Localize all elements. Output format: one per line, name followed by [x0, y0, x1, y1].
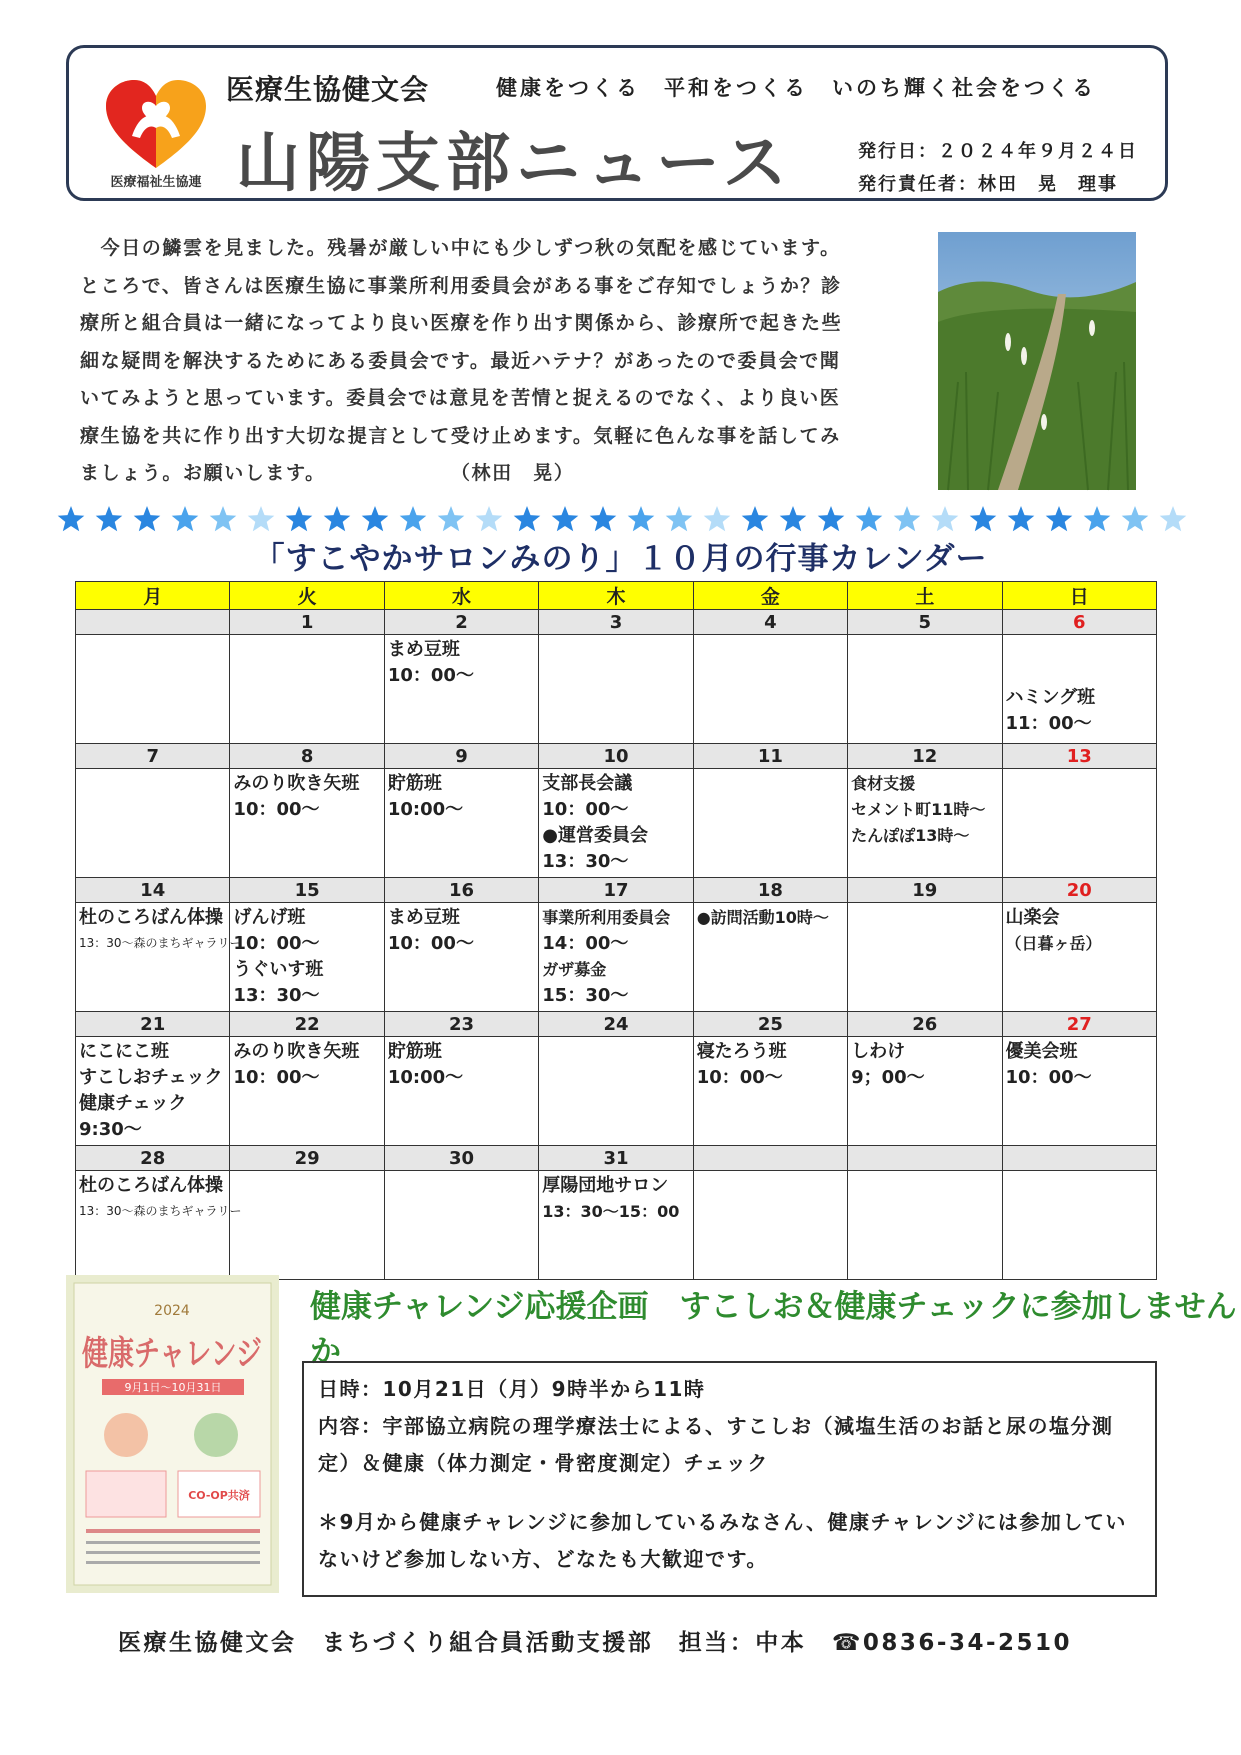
day-cell — [1002, 769, 1156, 878]
star-icon — [970, 506, 997, 531]
star-icon — [590, 506, 617, 531]
star-icon — [96, 506, 123, 531]
day-cell — [693, 1171, 847, 1280]
calendar-event: みのり吹き矢班 — [233, 773, 360, 794]
calendar-event: まめ豆班 — [387, 907, 460, 928]
sunday-date-number: 6 — [1002, 610, 1156, 635]
date-number: 25 — [693, 1012, 847, 1037]
date-number: 8 — [230, 744, 384, 769]
star-icon — [1046, 506, 1073, 531]
day-cell — [848, 635, 1002, 744]
day-cell — [76, 1171, 242, 1280]
calendar-event: 貯筋班 — [387, 773, 442, 794]
date-number: 4 — [693, 610, 847, 635]
sunday-date-number: 27 — [1002, 1012, 1156, 1037]
day-cell — [230, 903, 384, 1012]
star-icon — [514, 506, 541, 531]
calendar-event: うぐいす班 — [233, 959, 324, 980]
day-cell — [384, 635, 538, 744]
star-border — [52, 504, 1192, 536]
calendar-event: しわけ — [851, 1041, 906, 1062]
org-name: 医療生協健文会 — [226, 73, 430, 106]
star-icon — [780, 506, 807, 531]
intro-line: ましょう。お願いします。 （林田 晃） — [80, 462, 575, 484]
calendar-event: 厚陽団地サロン — [542, 1175, 669, 1196]
day-cell — [848, 1037, 1002, 1146]
date-number: 18 — [693, 878, 847, 903]
date-number — [693, 1146, 847, 1171]
date-number: 12 — [848, 744, 1002, 769]
sunday-date-number: 20 — [1002, 878, 1156, 903]
weekday-header-row — [76, 582, 1157, 610]
star-icon — [134, 506, 161, 531]
calendar-event: 14：00～ — [542, 933, 629, 954]
calendar-event: みのり吹き矢班 — [233, 1041, 360, 1062]
date-number-row — [76, 1012, 1157, 1037]
date-number: 29 — [230, 1146, 384, 1171]
weekday-header: 火 — [230, 582, 384, 610]
star-icon — [172, 506, 199, 531]
day-cell — [230, 635, 384, 744]
day-cell — [539, 769, 693, 878]
day-cell — [76, 635, 230, 744]
day-cell — [539, 903, 693, 1012]
calendar-event: 10：00～ — [1005, 1067, 1092, 1088]
day-cell — [1002, 903, 1156, 1012]
calendar-event: たんぽぽ13時～ — [851, 826, 970, 845]
event-calendar — [75, 581, 1157, 1280]
calendar-event: 10：00～ — [233, 1067, 320, 1088]
event-content: 内容：宇部協立病院の理学療法士による、すこしお（減塩生活のお話と尿の塩分測定）＆健康（体力測定・骨密度測定）チェック — [318, 1414, 1114, 1475]
calendar-event: 10：00～ — [542, 799, 629, 820]
intro-line: 療生協を共に作り出す大切な提言として受け止めます。気軽に色んな事を話してみ — [80, 424, 841, 447]
issue-date: 発行日：２０２４年９月２４日 — [858, 141, 1138, 162]
event-info-box — [302, 1361, 1157, 1597]
star-icon — [1008, 506, 1035, 531]
weekday-header: 木 — [539, 582, 693, 610]
event-note: ＊9月から健康チャレンジに参加しているみなさん、健康チャレンジには参加していないけど参加しない方、どなたも大歓迎です。 — [318, 1510, 1127, 1571]
intro-line: いてみようと思っています。委員会では意見を苦情と捉えるのでなく、より良い医 — [80, 387, 841, 409]
day-cell — [230, 1037, 384, 1146]
intro-line: ところで、皆さんは医療生協に事業所利用委員会がある事をご存知でしょうか？診 — [80, 274, 842, 297]
date-number: 30 — [384, 1146, 538, 1171]
intro-line: 今日の鱗雲を見ました。残暑が厳しい中にも少しずつ秋の気配を感じています。 — [80, 237, 841, 259]
calendar-event: 健康チェック — [79, 1093, 187, 1114]
date-number-row — [76, 744, 1157, 769]
poster-period: 9月1日～10月31日 — [124, 1381, 222, 1394]
date-number: 17 — [539, 878, 693, 903]
weekday-header: 金 — [693, 582, 847, 610]
day-cell — [76, 769, 230, 878]
star-icon — [932, 506, 959, 531]
calendar-event: 10：00～ — [233, 799, 320, 820]
date-number: 2 — [384, 610, 538, 635]
star-icon — [210, 506, 237, 531]
date-number: 26 — [848, 1012, 1002, 1037]
star-icon — [286, 506, 313, 531]
day-cell — [1002, 635, 1156, 744]
date-number: 23 — [384, 1012, 538, 1037]
calendar-event: 10：00～ — [387, 665, 474, 686]
calendar-event: 山楽会 — [1005, 907, 1060, 928]
day-cell — [693, 635, 847, 744]
star-icon — [818, 506, 845, 531]
calendar-event: 10：00～ — [696, 1067, 783, 1088]
date-number — [76, 610, 230, 635]
weekday-header: 水 — [384, 582, 538, 610]
date-number: 19 — [848, 878, 1002, 903]
mountain-path-photo — [938, 232, 1136, 490]
star-icon — [400, 506, 427, 531]
day-cell — [848, 769, 1002, 878]
date-number: 9 — [384, 744, 538, 769]
day-cell — [848, 1171, 1002, 1280]
star-icon — [324, 506, 351, 531]
logo-text: 医療福祉生協連 — [110, 175, 202, 190]
star-icon — [248, 506, 275, 531]
calendar-event: （日暮ヶ岳） — [1005, 934, 1102, 953]
calendar-event: ハミング班 — [1005, 687, 1096, 708]
sunday-date-number — [1002, 1146, 1156, 1171]
footer-contact: 医療生協健文会 まちづくり組合員活動支援部 担当：中本 ☎0836-34-2510 — [118, 1630, 1073, 1656]
date-number: 24 — [539, 1012, 693, 1037]
poster-badge: CO-OP共済 — [188, 1489, 250, 1502]
star-icon — [438, 506, 465, 531]
calendar-event: セメント町11時～ — [851, 800, 986, 819]
date-number: 3 — [539, 610, 693, 635]
calendar-event: 10:00～ — [387, 799, 464, 820]
star-icon — [1160, 506, 1187, 531]
calendar-event: まめ豆班 — [387, 639, 460, 660]
calendar-event: 13：30～森のまちギャラリー — [79, 1204, 242, 1218]
date-number: 16 — [384, 878, 538, 903]
date-number: 31 — [539, 1146, 693, 1171]
day-cell — [539, 1171, 693, 1280]
date-number — [848, 1146, 1002, 1171]
calendar-event: 13：30～ — [233, 985, 320, 1006]
day-cell — [76, 903, 242, 1012]
date-number: 11 — [693, 744, 847, 769]
star-icon — [666, 506, 693, 531]
day-cell — [230, 1171, 384, 1280]
day-cell — [848, 903, 1002, 1012]
day-cell — [384, 1037, 538, 1146]
calendar-event: 食材支援 — [851, 774, 916, 793]
calendar-event: 13：30～ — [542, 851, 629, 872]
newsletter-title: 山陽支部ニュース — [236, 127, 793, 201]
health-challenge-poster — [66, 1275, 279, 1593]
date-number-row — [76, 878, 1157, 903]
calendar-event: 10：00～ — [387, 933, 474, 954]
date-number-row — [76, 610, 1157, 635]
calendar-event: 9:30～ — [79, 1119, 142, 1140]
day-cell — [1002, 1037, 1156, 1146]
star-icon — [58, 506, 85, 531]
slogan: 健康をつくる 平和をつくる いのち輝く社会をつくる — [496, 76, 1096, 100]
calendar-event: ●運営委員会 — [542, 825, 648, 846]
calendar-event: ●訪問活動10時～ — [696, 908, 829, 927]
weekday-header: 土 — [848, 582, 1002, 610]
calendar-title: 「すこやかサロンみのり」１０月の行事カレンダー — [253, 541, 988, 577]
calendar-event: 15：30～ — [542, 985, 629, 1006]
calendar-event: ガザ募金 — [542, 960, 607, 979]
event-row — [76, 1037, 1157, 1146]
event-row — [76, 769, 1157, 878]
day-cell — [693, 1037, 847, 1146]
day-cell — [384, 1171, 538, 1280]
calendar-event: 杜のころばん体操 — [79, 907, 223, 928]
event-row — [76, 903, 1157, 1012]
intro-line: 細な疑問を解決するためにある委員会です。最近ハテナ？があったので委員会で聞 — [80, 349, 841, 372]
issue-person: 発行責任者：林田 晃 理事 — [858, 174, 1118, 195]
calendar-event: 支部長会議 — [542, 773, 633, 794]
poster-year: 2024 — [154, 1303, 190, 1319]
calendar-event: 9；00～ — [851, 1067, 925, 1088]
star-icon — [742, 506, 769, 531]
event-row — [76, 635, 1157, 744]
intro-paragraph — [80, 230, 892, 493]
poster-title: 健康チャレンジ — [82, 1334, 262, 1374]
event-datetime: 日時：10月21日（月）9時半から11時 — [318, 1377, 706, 1401]
day-cell — [76, 1037, 230, 1146]
date-number: 21 — [76, 1012, 230, 1037]
calendar-event: 事業所利用委員会 — [542, 908, 671, 927]
date-number-row — [76, 1146, 1157, 1171]
star-icon — [476, 506, 503, 531]
intro-line: 療所と組合員は一緒になってより良い医療を作り出す関係から、診療所で起きた些 — [80, 312, 843, 334]
day-cell — [384, 769, 538, 878]
calendar-event: 10:00～ — [387, 1067, 464, 1088]
calendar-event: 寝たろう班 — [696, 1041, 787, 1062]
day-cell — [539, 635, 693, 744]
event-row — [76, 1171, 1157, 1280]
star-icon — [362, 506, 389, 531]
star-icon — [552, 506, 579, 531]
day-cell — [693, 903, 847, 1012]
star-icon — [1122, 506, 1149, 531]
sunday-date-number: 13 — [1002, 744, 1156, 769]
day-cell — [1002, 1171, 1156, 1280]
promo-heading: 健康チャレンジ応援企画 すこしお＆健康チェックに参加しませんか — [310, 1289, 1237, 1370]
date-number: 10 — [539, 744, 693, 769]
day-cell — [693, 769, 847, 878]
date-number: 22 — [230, 1012, 384, 1037]
star-icon — [704, 506, 731, 531]
calendar-event: 13：30～森のまちギャラリー — [79, 936, 242, 950]
calendar-event: 13：30～15：00 — [542, 1202, 680, 1221]
date-number: 5 — [848, 610, 1002, 635]
calendar-event: 10：00～ — [233, 933, 320, 954]
weekday-header: 日 — [1002, 582, 1156, 610]
date-number: 7 — [76, 744, 230, 769]
star-icon — [894, 506, 921, 531]
calendar-event: 11：00～ — [1005, 713, 1092, 734]
calendar-event: 貯筋班 — [387, 1041, 442, 1062]
date-number: 1 — [230, 610, 384, 635]
date-number: 28 — [76, 1146, 230, 1171]
calendar-event: 優美会班 — [1005, 1041, 1078, 1062]
day-cell — [384, 903, 538, 1012]
calendar-event: にこにこ班 — [79, 1041, 169, 1062]
star-icon — [628, 506, 655, 531]
star-icon — [1084, 506, 1111, 531]
day-cell — [230, 769, 384, 878]
calendar-event: 杜のころばん体操 — [79, 1175, 223, 1196]
date-number: 14 — [76, 878, 230, 903]
calendar-event: げんげ班 — [233, 907, 306, 928]
coop-heart-logo — [102, 78, 210, 190]
calendar-event: すこしおチェック — [79, 1067, 223, 1088]
day-cell — [539, 1037, 693, 1146]
date-number: 15 — [230, 878, 384, 903]
weekday-header: 月 — [76, 582, 230, 610]
star-icon — [856, 506, 883, 531]
